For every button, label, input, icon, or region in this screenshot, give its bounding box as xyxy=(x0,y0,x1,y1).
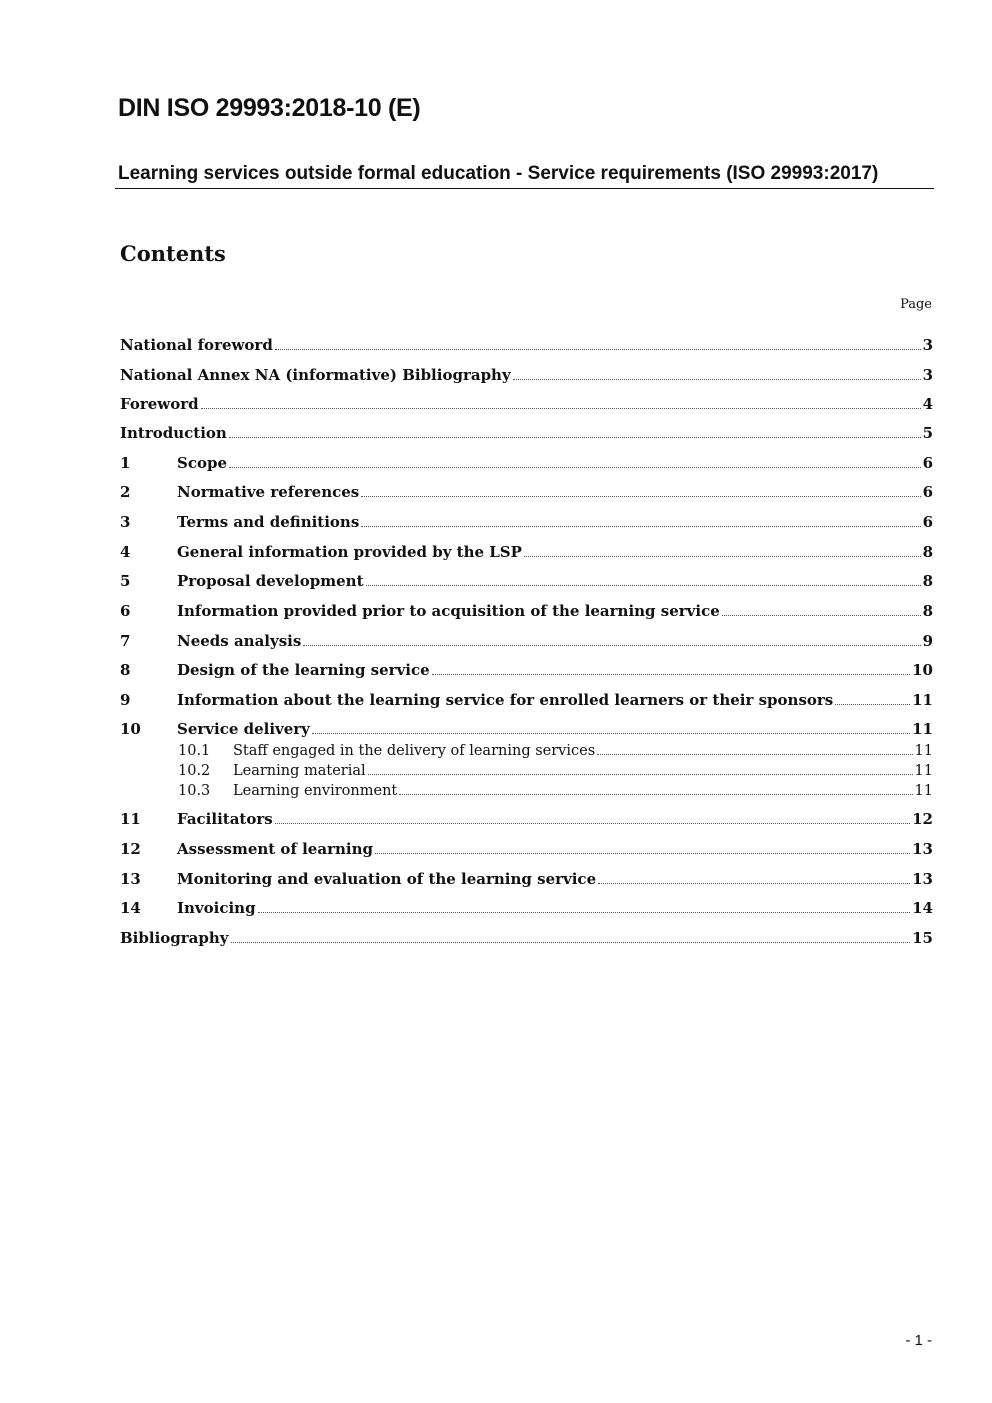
toc-entry-number: 9 xyxy=(120,691,131,709)
toc-entry-number: 4 xyxy=(120,543,131,561)
toc-entry-label: Introduction xyxy=(120,424,227,442)
toc-entry-page: 8 xyxy=(922,602,933,620)
toc-entry-label: Learning environment xyxy=(233,783,398,799)
toc-entry-label: Normative references xyxy=(177,483,360,501)
toc-leader-dots xyxy=(722,615,921,616)
toc-subentry-staff[interactable] xyxy=(178,739,933,759)
toc-entry-page: 4 xyxy=(922,395,933,413)
toc-subentry-learning-environment[interactable] xyxy=(178,779,933,799)
footer-page-number: - 1 - xyxy=(905,1332,932,1349)
toc-entry-page: 8 xyxy=(922,543,933,561)
toc-entry-number: 6 xyxy=(120,602,131,620)
toc-entry-label: Information provided prior to acquisition of the learning service xyxy=(177,602,720,620)
toc-entry-label: Design of the learning service xyxy=(177,661,430,679)
toc-entry-page: 3 xyxy=(922,336,933,354)
toc-entry-label: Bibliography xyxy=(120,929,229,947)
toc-leader-dots xyxy=(835,704,910,705)
toc-entry-label: Invoicing xyxy=(177,899,256,917)
toc-entry-monitoring[interactable] xyxy=(120,866,933,888)
toc-entry-bibliography[interactable] xyxy=(120,925,933,947)
toc-leader-dots xyxy=(375,853,910,854)
toc-entry-assessment[interactable] xyxy=(120,836,933,858)
toc-entry-page: 14 xyxy=(912,899,933,917)
toc-subentry-learning-material[interactable] xyxy=(178,759,933,779)
toc-leader-dots xyxy=(361,496,920,497)
contents-heading: Contents xyxy=(120,241,226,266)
toc-entry-page: 11 xyxy=(914,783,933,799)
toc-entry-label: General information provided by the LSP xyxy=(177,543,522,561)
toc-entry-number: 10 xyxy=(120,720,141,738)
toc-entry-number: 2 xyxy=(120,483,131,501)
document-title: DIN ISO 29993:2018-10 (E) xyxy=(118,94,421,122)
page-column-label: Page xyxy=(900,297,932,312)
toc-leader-dots xyxy=(361,526,920,527)
toc-leader-dots xyxy=(366,585,921,586)
toc-entry-foreword[interactable] xyxy=(120,391,933,413)
toc-entry-page: 5 xyxy=(922,424,933,442)
toc-entry-page: 11 xyxy=(912,720,933,738)
toc-entry-national-annex[interactable] xyxy=(120,362,933,384)
toc-entry-page: 3 xyxy=(922,366,933,384)
toc-entry-page: 11 xyxy=(912,691,933,709)
toc-entry-number: 1 xyxy=(120,454,131,472)
toc-leader-dots xyxy=(368,774,913,775)
toc-entry-page: 6 xyxy=(922,454,933,472)
toc-entry-information-prior[interactable] xyxy=(120,598,933,620)
toc-entry-page: 10 xyxy=(912,661,933,679)
toc-entry-page: 13 xyxy=(912,870,933,888)
title-divider xyxy=(115,188,934,189)
toc-entry-page: 8 xyxy=(922,572,933,590)
toc-leader-dots xyxy=(399,794,912,795)
toc-entry-page: 15 xyxy=(912,929,933,947)
toc-leader-dots xyxy=(275,349,921,350)
toc-entry-page: 12 xyxy=(912,810,933,828)
toc-entry-needs-analysis[interactable] xyxy=(120,628,933,650)
toc-entry-label: Assessment of learning xyxy=(177,840,373,858)
toc-entry-number: 3 xyxy=(120,513,131,531)
toc-entry-label: Staff engaged in the delivery of learning services xyxy=(233,743,596,759)
toc-entry-page: 6 xyxy=(922,513,933,531)
toc-entry-label: Scope xyxy=(177,454,228,472)
toc-leader-dots xyxy=(598,883,910,884)
toc-entry-terms-and-definitions[interactable] xyxy=(120,509,933,531)
toc-entry-number: 8 xyxy=(120,661,131,679)
toc-entry-facilitators[interactable] xyxy=(120,806,933,828)
toc-entry-label: Facilitators xyxy=(177,810,273,828)
toc-entry-label: Needs analysis xyxy=(177,632,302,650)
toc-entry-label: Foreword xyxy=(120,395,199,413)
toc-entry-page: 11 xyxy=(914,743,933,759)
toc-entry-label: National foreword xyxy=(120,336,273,354)
toc-leader-dots xyxy=(201,408,921,409)
toc-entry-number: 11 xyxy=(120,810,141,828)
toc-entry-label: Information about the learning service for enrolled learners or their sponsors xyxy=(177,691,834,709)
toc-entry-label: Proposal development xyxy=(177,572,364,590)
toc-entry-page: 13 xyxy=(912,840,933,858)
toc-leader-dots xyxy=(229,467,921,468)
document-subtitle: Learning services outside formal education - Service requirements (ISO 29993:2017) xyxy=(118,163,879,184)
toc-entry-number: 10.2 xyxy=(178,763,211,779)
toc-entry-page: 11 xyxy=(914,763,933,779)
toc-leader-dots xyxy=(229,437,921,438)
toc-leader-dots xyxy=(258,912,911,913)
toc-entry-label: Terms and definitions xyxy=(177,513,360,531)
toc-leader-dots xyxy=(275,823,910,824)
toc-entry-number: 5 xyxy=(120,572,131,590)
toc-entry-scope[interactable] xyxy=(120,450,933,472)
toc-leader-dots xyxy=(524,556,921,557)
toc-entry-information-enrolled[interactable] xyxy=(120,687,933,709)
toc-entry-number: 7 xyxy=(120,632,131,650)
toc-entry-label: Learning material xyxy=(233,763,366,779)
toc-entry-number: 12 xyxy=(120,840,141,858)
toc-entry-number: 14 xyxy=(120,899,141,917)
toc-leader-dots xyxy=(312,733,910,734)
toc-entry-design[interactable] xyxy=(120,657,933,679)
toc-entry-number: 10.1 xyxy=(178,743,211,759)
toc-entry-label: Service delivery xyxy=(177,720,310,738)
toc-entry-label: Monitoring and evaluation of the learning service xyxy=(177,870,597,888)
toc-entry-national-foreword[interactable] xyxy=(120,332,933,354)
toc-entry-service-delivery[interactable] xyxy=(120,716,933,738)
toc-entry-introduction[interactable] xyxy=(120,420,933,442)
toc-leader-dots xyxy=(513,379,921,380)
toc-entry-proposal-development[interactable] xyxy=(120,568,933,590)
toc-leader-dots xyxy=(432,674,910,675)
toc-entry-page: 9 xyxy=(922,632,933,650)
toc-leader-dots xyxy=(231,942,911,943)
toc-entry-normative-references[interactable] xyxy=(120,479,933,501)
toc-leader-dots xyxy=(303,645,920,646)
toc-entry-general-information[interactable] xyxy=(120,539,933,561)
toc-leader-dots xyxy=(597,754,912,755)
toc-entry-number: 13 xyxy=(120,870,141,888)
toc-entry-number: 10.3 xyxy=(178,783,211,799)
toc-entry-invoicing[interactable] xyxy=(120,895,933,917)
toc-entry-page: 6 xyxy=(922,483,933,501)
toc-entry-label: National Annex NA (informative) Bibliography xyxy=(120,366,511,384)
